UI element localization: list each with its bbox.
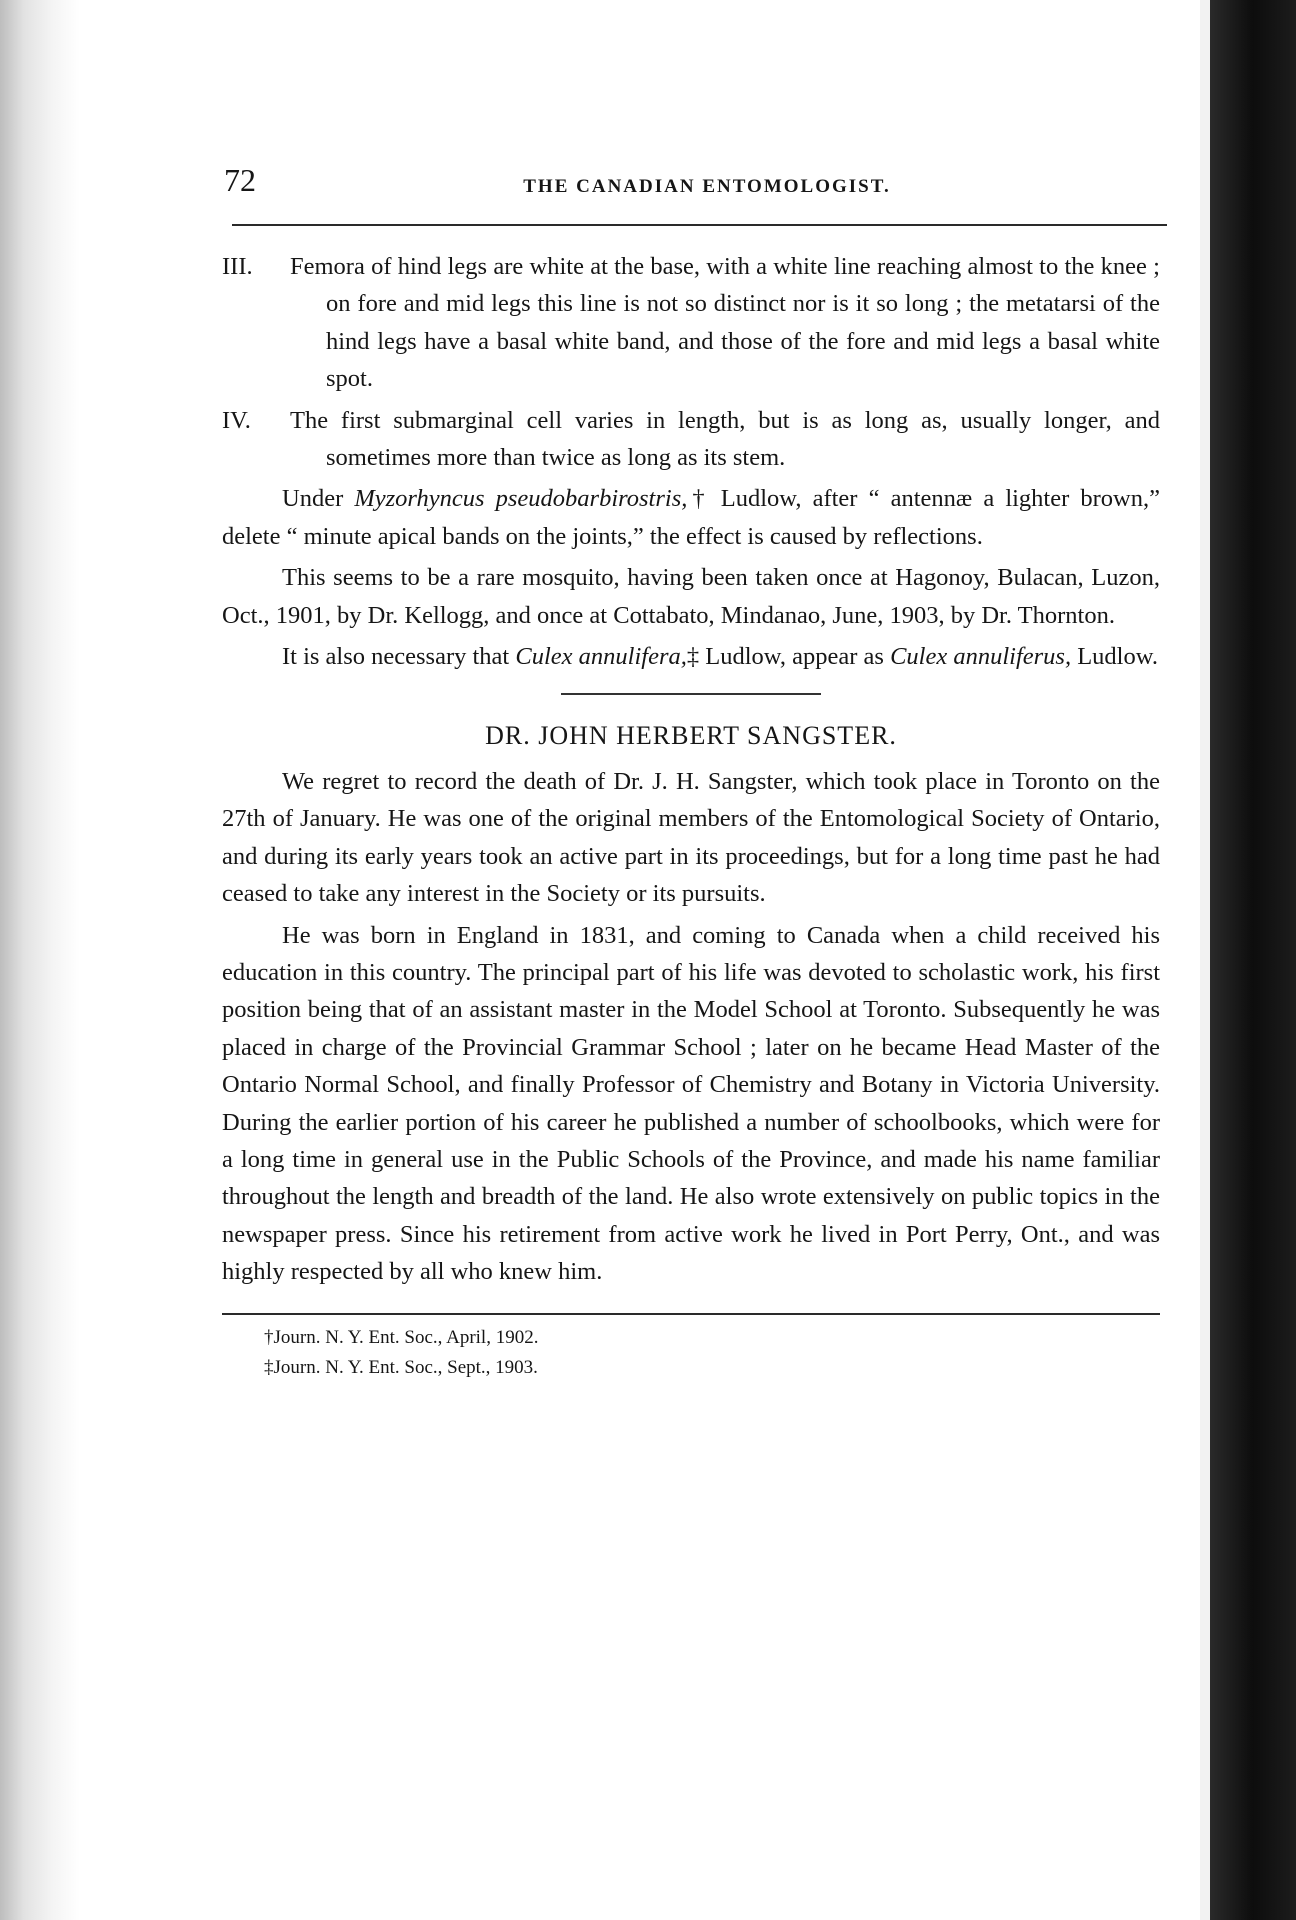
page-number: 72 (224, 162, 256, 198)
item-number: III. (222, 253, 253, 280)
paragraph: He was born in England in 1831, and coming to Canada when a child received his education in this country. The principal part of his life was devoted to scholastic work, his first position being that of an assistant master in the Model School at Toronto. Subsequently he was placed in charge of the Provincial Grammar School ; later on he became Head Master of the Ontario Normal School, and finally Professor of Chemistry and Botany in Victoria University. During the earlier portion of his career he published a number of schoolbooks, which were for a long time in general use in the Public Schools of the Province, and made his name familiar throughout the length and breadth of the land. He also wrote extensively on public topics in the newspaper press. Since his retirement from active work he lived in Port Perry, Ont., and was highly respected by all who knew him. (222, 921, 1160, 1286)
paragraph: We regret to record the death of Dr. J. H. Sangster, which took place in Toronto on the 27th of January. He was one of the original members of the Entomological Society of Ontario, and during its early years took an active part in its proceedings, but for a long time past he had ceased to take any interest in the Society or its pursuits. (222, 767, 1160, 908)
item-number: IV. (222, 406, 251, 434)
list-item (222, 402, 1160, 477)
paragraph (222, 638, 1160, 675)
item-text: Femora of hind legs are white at the base, with a white line reaching almost to the knee ; on fore and mid legs this line is not so distinct nor is it so long ; the metatarsi of the hind legs have a basal white band, and those of the fore and mid legs a basal white spot. (290, 253, 1160, 393)
text-span: Ludlow. (1071, 643, 1158, 671)
section-title: DR. JOHN HERBERT SANGSTER. (485, 721, 897, 751)
species-name: Culex annuliferus, (890, 643, 1072, 671)
header-rule (232, 224, 1167, 226)
section-separator (561, 693, 821, 695)
footnote-mark: † (687, 485, 710, 513)
list-item (222, 248, 1160, 398)
text-span: Ludlow, after “ antennæ a lighter brown,” delete “ minute apical bands on the joints,” the effect is caused by reflections. (222, 485, 1160, 550)
text-span: It is also necessary that (282, 643, 516, 671)
journal-title: THE CANADIAN ENTOMOLOGIST. (523, 176, 891, 197)
text-span: Ludlow, appear as (699, 643, 891, 671)
book-gutter-shadow (0, 0, 80, 1920)
footnote: †Journ. N. Y. Ent. Soc., April, 1902. (264, 1326, 539, 1348)
species-name: Culex annulifera, (515, 643, 687, 671)
species-name: Myzorhyncus pseudobarbirostris, (354, 485, 688, 513)
text-span: Under (282, 485, 355, 513)
page (222, 150, 1160, 1710)
paragraph (222, 480, 1160, 555)
body-text (222, 248, 1160, 1383)
paragraph: This seems to be a rare mosquito, having been taken once at Hagonoy, Bulacan, Luzon, Oct., 1901, by Dr. Kellogg, and once at Cottabato, Mindanao, June, 1903, by Dr. Thornton. (222, 564, 1160, 629)
footnote-rule (222, 1313, 1160, 1315)
book-edge (1210, 0, 1296, 1920)
running-head (222, 162, 1160, 202)
item-text: The first submarginal cell varies in length, but is as long as, usually longer, and sometimes more than twice as long as its stem. (290, 406, 1160, 472)
footnote: ‡Journ. N. Y. Ent. Soc., Sept., 1903. (264, 1356, 538, 1378)
footnote-mark: ‡ (686, 643, 700, 671)
